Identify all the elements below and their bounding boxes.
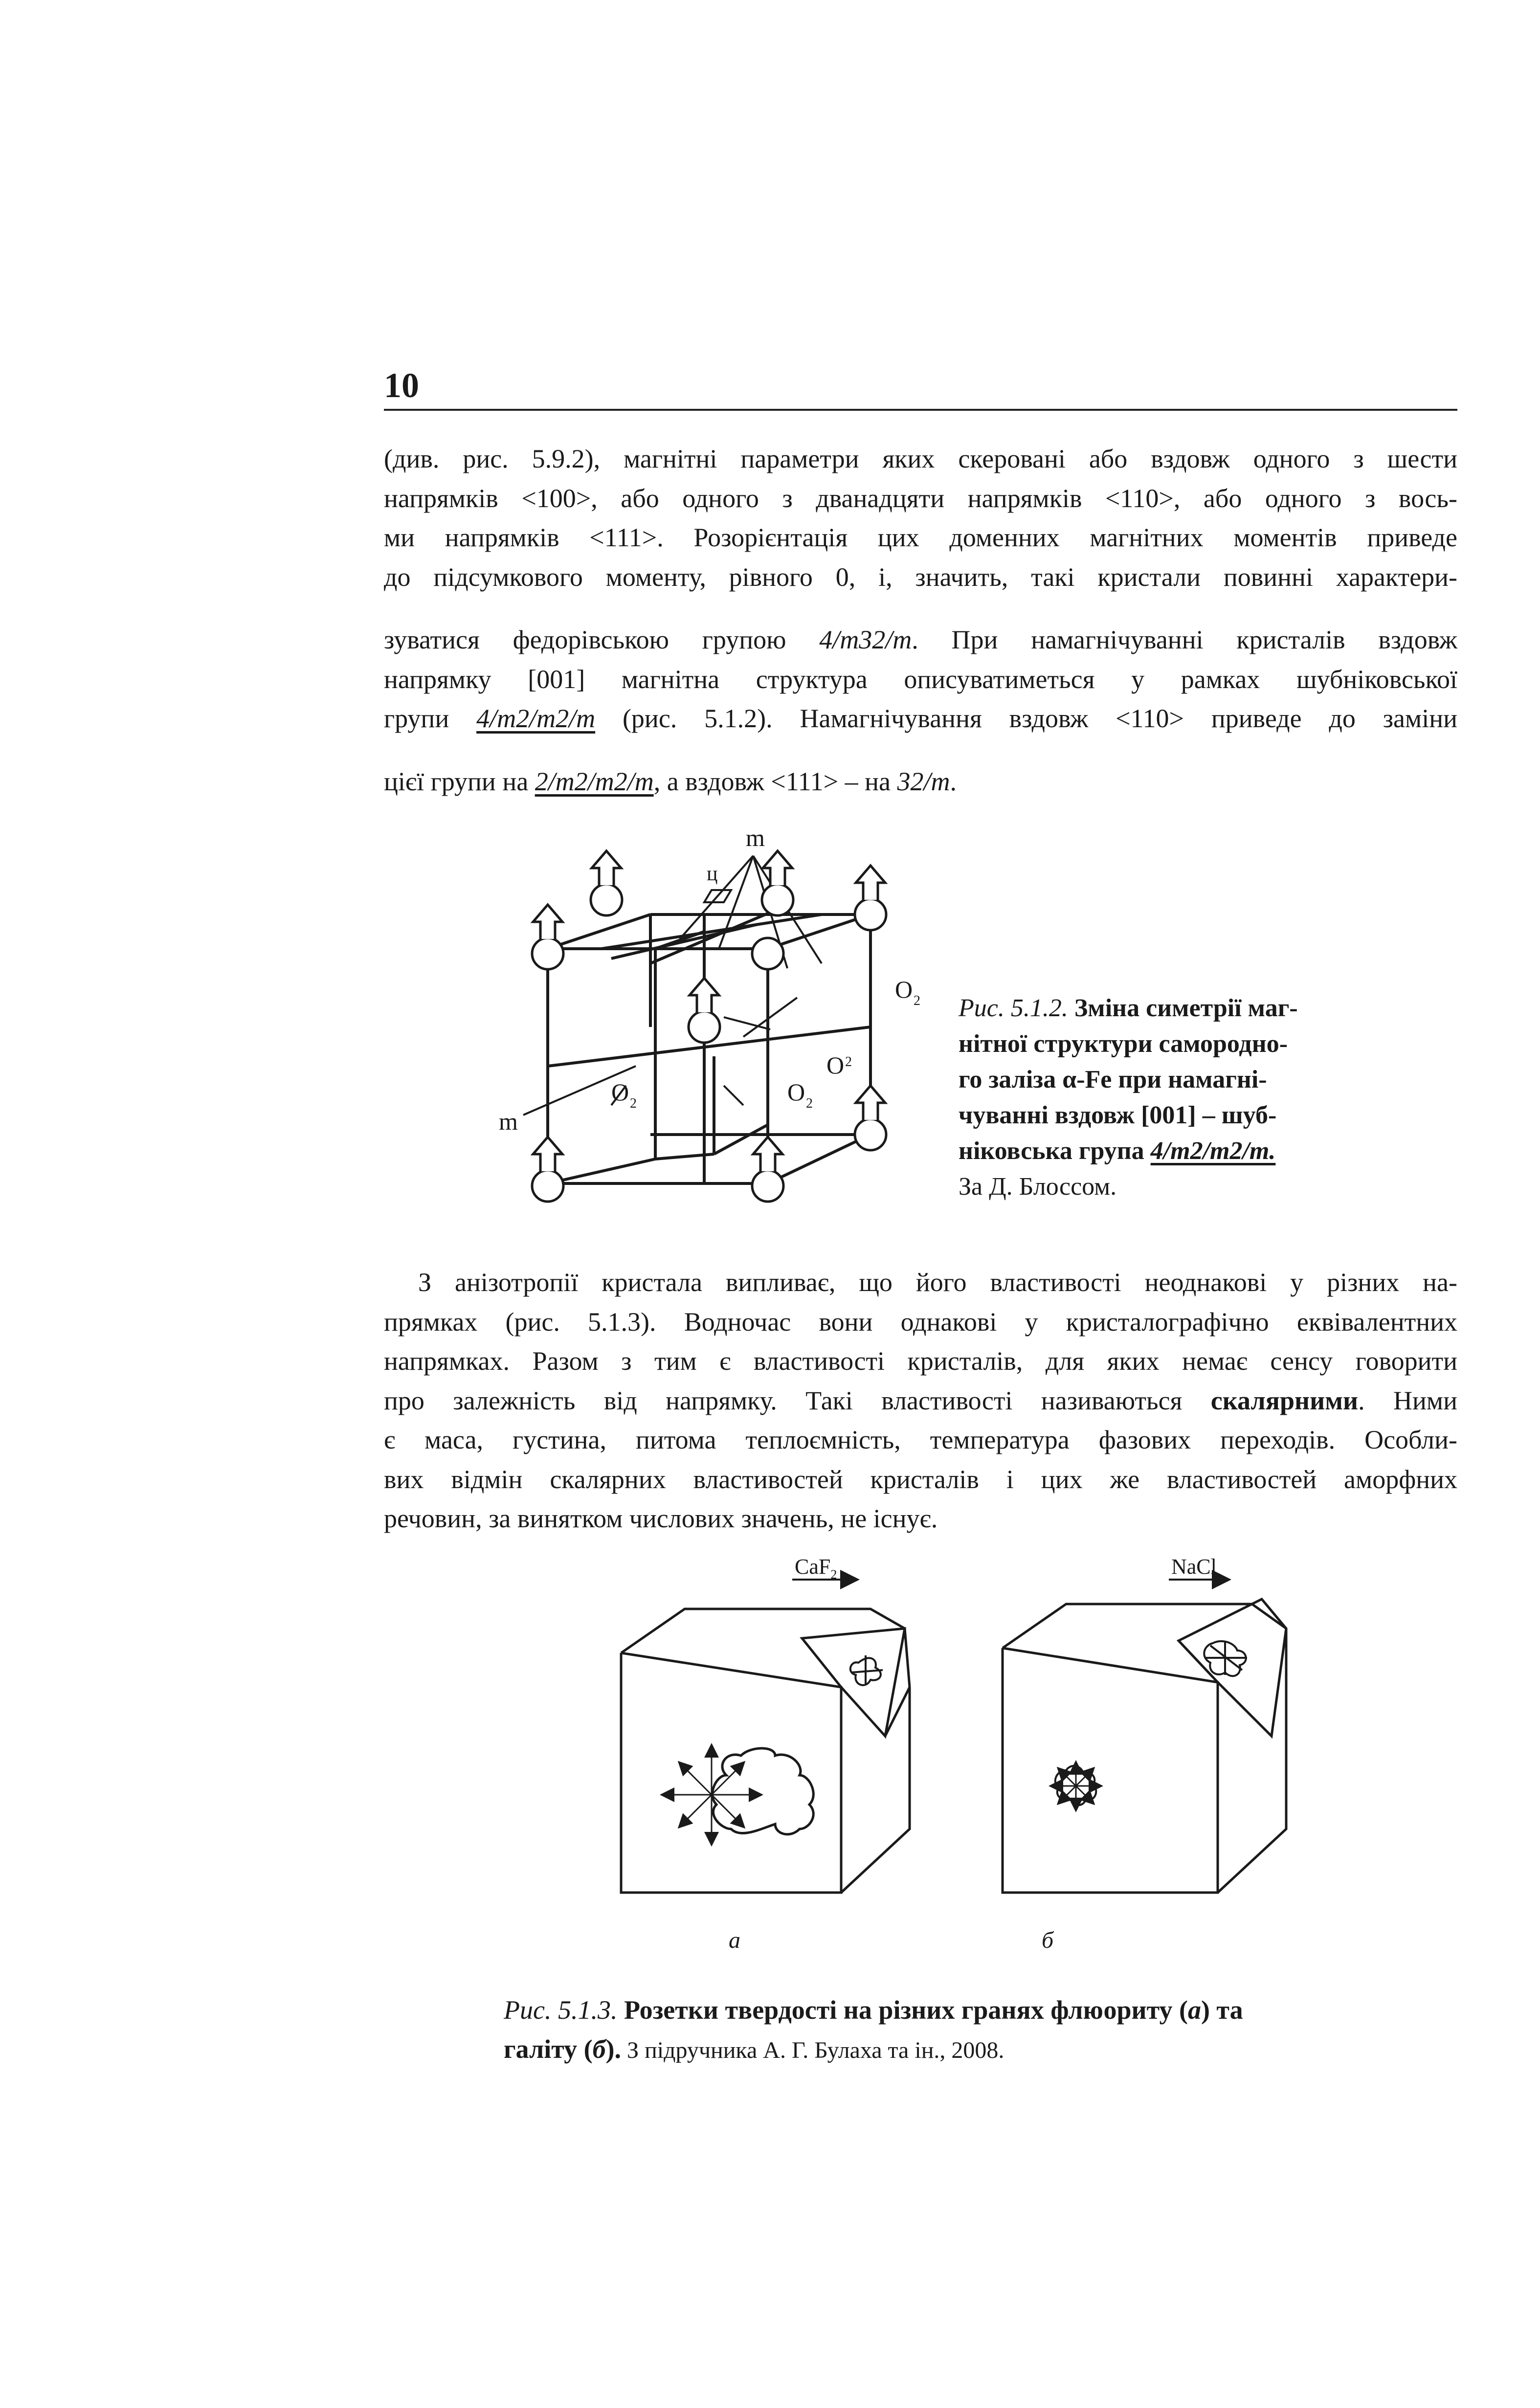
- o2-pointer: [724, 1086, 743, 1105]
- p1-line-8b: , а вздовж <111> – на: [653, 766, 897, 796]
- p2-line-4: [384, 1381, 1457, 1421]
- cap1-ref: Рис. 5.1.2.: [959, 994, 1068, 1022]
- cap2-line-2: [504, 2029, 1384, 2070]
- cap2-l1a: Розетки твердості на різних гранях флюориту (: [624, 1995, 1188, 2025]
- subfigure-label-b: б: [1042, 1927, 1054, 1953]
- label-o2-mid-right-sub: 2: [845, 1054, 852, 1070]
- cap2-l2a: галіту (: [504, 2034, 593, 2064]
- cap1-l1: Зміна симетрії маг-: [1074, 994, 1298, 1022]
- label-o2-right-sub: 2: [914, 993, 920, 1008]
- label-o2-right: O: [895, 976, 913, 1003]
- cap1-line-5: [959, 1133, 1350, 1169]
- cap2-ref: Рис. 5.1.3.: [504, 1995, 618, 2025]
- label-caf2: [792, 1555, 856, 1582]
- label-o2-center-sub: 2: [806, 1096, 813, 1111]
- label-ts: ц: [707, 863, 718, 885]
- cap1-line-2: нітної структури самородно-: [959, 1030, 1288, 1058]
- p1-line-1: (див. рис. 5.9.2), магнітні параметри яких скеровані або вздовж одного з шести: [384, 444, 1457, 473]
- cap1-line-6: За Д. Блоссом.: [959, 1173, 1117, 1201]
- p1-line-7: [384, 699, 1457, 738]
- spin-arrows: [533, 851, 885, 1171]
- cube-a: [621, 1609, 910, 1893]
- p1-line-4: до підсумкового моменту, рівного 0, і, значить, такі кристали повинні характери-: [384, 562, 1457, 592]
- cap2-l1-a: а: [1187, 1995, 1201, 2025]
- rosette-b-octahedral-face: [1204, 1641, 1247, 1676]
- figure-5-1-2-caption: [959, 990, 1350, 1204]
- p2-line-1: З анізотропії кристала випливає, що його властивості неоднакові у різних на-: [418, 1268, 1457, 1297]
- label-m-top: m: [746, 824, 765, 851]
- p1-line-8a: цієї групи на: [384, 766, 535, 796]
- shubnikov-group-symbol: 4/m2/m2/m: [476, 704, 596, 733]
- o2-pointer: [743, 998, 797, 1037]
- figure-5-1-3-caption: [504, 1990, 1384, 2070]
- rosette-a-cube-face: [713, 1748, 814, 1834]
- cube-edge: [768, 1135, 870, 1183]
- label-caf2-text: CaF: [795, 1555, 831, 1579]
- cap2-l2-b: б: [592, 2034, 606, 2064]
- subfigure-label-a: а: [729, 1927, 740, 1953]
- term-scalar: скалярними: [1210, 1385, 1359, 1415]
- cube-front-face: [548, 949, 768, 1183]
- p2-line-2: прямках (рис. 5.1.3). Водночас вони однакові у кристалографічно еквівалентних: [384, 1307, 1457, 1337]
- svg-text:CaF2: [795, 1555, 837, 1582]
- paragraph-2: [384, 1263, 1457, 1538]
- cap2-line-1: [504, 1990, 1384, 2029]
- label-o2-left: O: [611, 1078, 629, 1106]
- rosette-a-arrows: [663, 1746, 760, 1844]
- group-symbol-110: 2/m2/m2/m: [535, 766, 654, 796]
- p1-line-8c: .: [950, 766, 957, 796]
- p1-line-3: ми напрямків <111>. Розорієнтація цих доменних магнітних моментів приведе: [384, 523, 1457, 552]
- p1-line-7b: (рис. 5.1.2). Намагнічування вздовж <110> приведе до заміни: [595, 704, 1457, 733]
- p1-line-6: напрямку [001] магнітна структура описуватиметься у рамках шубніковської: [384, 664, 1457, 694]
- cap1-line-3: го заліза α-Fe при намагні-: [959, 1066, 1267, 1093]
- rosette-a-octahedral-face: [850, 1655, 883, 1685]
- figure-5-1-3-hardness-rosettes: [611, 1555, 1374, 1917]
- label-caf2-sub: 2: [830, 1567, 837, 1582]
- cap1-l5a: ніковська група: [959, 1137, 1151, 1165]
- label-o2-mid-right: O: [826, 1051, 845, 1079]
- p1-line-2: напрямків <100>, або одного з дванадцяти напрямків <110>, або одного з вось-: [384, 483, 1457, 513]
- p1-line-5b: . При намагнічуванні кристалів вздовж: [912, 625, 1457, 654]
- label-nacl: [1169, 1555, 1228, 1580]
- label-o2-center: O: [787, 1078, 805, 1106]
- cap2-l1b: ) та: [1201, 1995, 1243, 2025]
- p1-line-8: [384, 762, 1457, 802]
- p2-l4b: . Ними: [1358, 1385, 1457, 1415]
- fedorov-group-symbol: 4/m32/m: [819, 625, 912, 654]
- page-number: 10: [384, 366, 419, 405]
- p1-line-5: [384, 620, 1457, 660]
- paragraph-1: [384, 439, 1457, 801]
- p1-line-7a: групи: [384, 704, 477, 733]
- group-symbol-111: 32/m: [897, 766, 950, 796]
- cap1-line-4: чуванні вздовж [001] – шуб-: [959, 1101, 1277, 1129]
- cap2-l2b: ).: [605, 2034, 622, 2064]
- label-m-left: m: [499, 1108, 518, 1135]
- label-o2-left-sub: 2: [630, 1096, 637, 1111]
- figure-5-1-2-magnetic-cube: [489, 812, 929, 1203]
- rosette-b-arrows: [1051, 1763, 1100, 1809]
- p1-line-5a: зуватися федорівською групою: [384, 625, 820, 654]
- cap2-l2-rest: З підручника А. Г. Булаха та ін., 2008.: [621, 2037, 1004, 2063]
- p2-line-5: є маса, густина, питома теплоємність, температура фазових переходів. Особли-: [384, 1425, 1457, 1454]
- plane-line: [548, 1159, 655, 1183]
- cap1-line-1: [959, 990, 1350, 1026]
- p2-line-3: напрямках. Разом з тим є властивості кристалів, для яких немає сенсу говорити: [384, 1346, 1457, 1376]
- p2-line-7: речовин, за винятком числових значень, не існує.: [384, 1504, 938, 1533]
- p2-l4a: про залежність від напрямку. Такі властивості називаються: [384, 1385, 1211, 1415]
- cap1-group-symbol: 4/m2/m2/m.: [1150, 1137, 1276, 1165]
- p2-line-6: вих відмін скалярних властивостей кристалів і цих же властивостей аморфних: [384, 1464, 1457, 1494]
- diagonal: [611, 924, 758, 959]
- label-nacl-text: NaCl: [1171, 1555, 1217, 1579]
- header-rule: [384, 409, 1457, 411]
- figure-labels: [499, 824, 920, 1135]
- cube-b: [1003, 1599, 1286, 1893]
